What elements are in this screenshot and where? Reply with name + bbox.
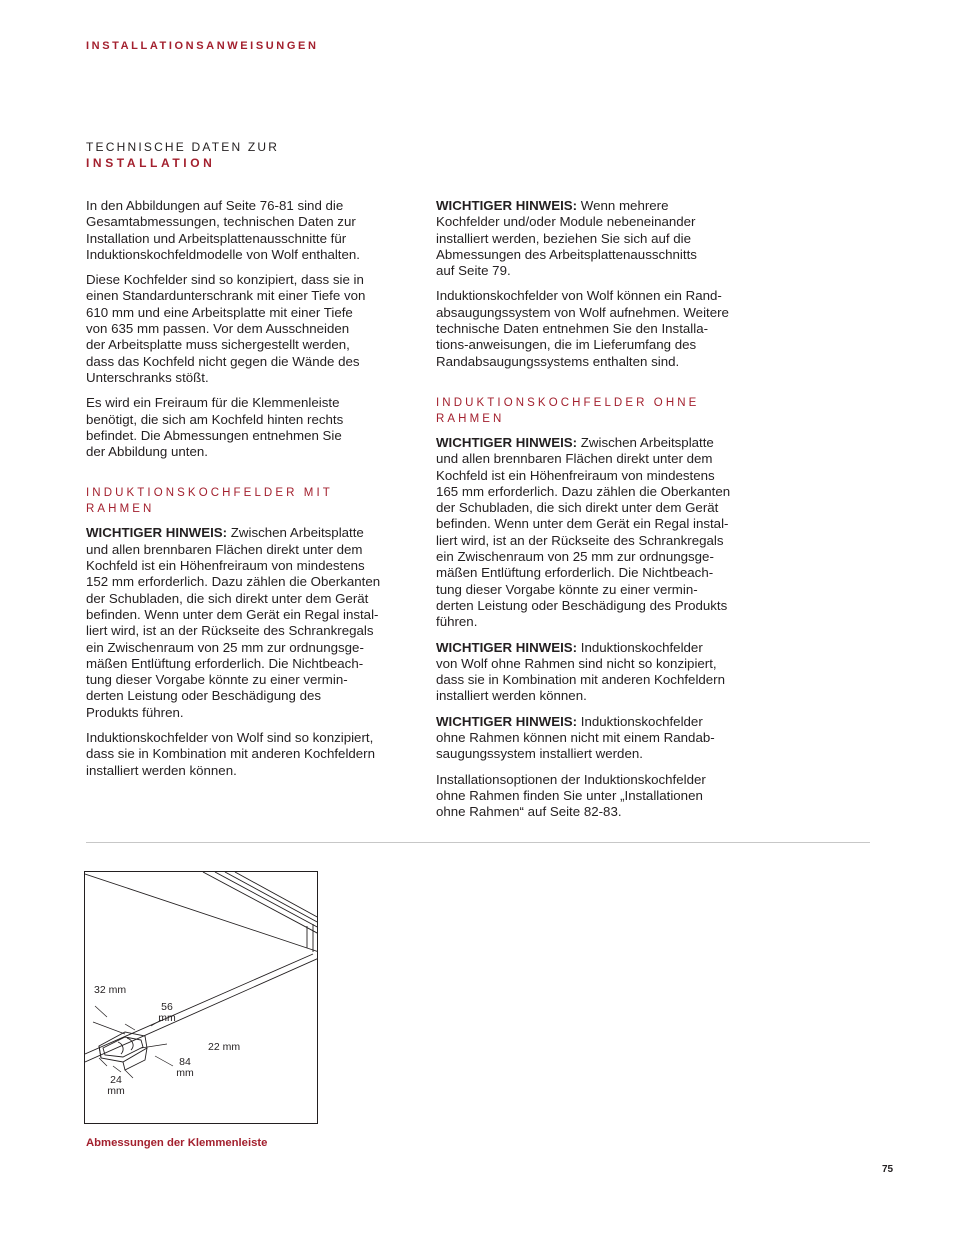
dimension-unit: mm <box>176 1067 194 1079</box>
note-label: WICHTIGER HINWEIS: <box>436 198 578 213</box>
text-line: liert wird, ist an der Rückseite des Schrankregals <box>436 532 724 548</box>
text-line: dass sie in Kombination mit anderen Kochfeldern <box>436 672 726 688</box>
subheading-line: RAHMEN <box>86 503 155 516</box>
section-title <box>86 139 279 171</box>
left-paragraph-4 <box>86 525 406 721</box>
text-line: Kochfeld ist ein Höhenfreiraum von mindestens <box>436 467 715 483</box>
left-paragraph-5 <box>86 730 406 779</box>
text-line: der Abbildung unten. <box>86 444 208 460</box>
text-line: Diese Kochfelder sind so konzipiert, dass sie in <box>86 272 364 288</box>
text-line: befindet. Die Abmessungen entnehmen Sie <box>86 427 342 443</box>
subheading-ohne-rahmen <box>436 395 758 427</box>
right-paragraph-4 <box>436 640 758 705</box>
right-column <box>436 198 758 830</box>
left-column <box>86 198 406 788</box>
text-line: installiert werden, beziehen Sie sich auf die <box>436 230 692 246</box>
text-line: Induktionskochfelder von Wolf können ein Rand- <box>436 288 722 304</box>
text-line: Unterschranks stößt. <box>86 369 209 385</box>
text-line: Gesamtabmessungen, technischen Daten zur <box>86 214 356 230</box>
note-label: WICHTIGER HINWEIS: <box>436 639 578 655</box>
note-label: WICHTIGER HINWEIS: <box>436 434 578 450</box>
subheading-mit-rahmen <box>86 485 406 517</box>
text-line: Randabsaugungssystems enthalten sind. <box>436 353 680 369</box>
right-paragraph-5 <box>436 714 758 763</box>
right-paragraph-2 <box>436 288 758 369</box>
section-title-line1: TECHNISCHE DATEN ZUR <box>86 140 280 154</box>
text-line: Installationsoptionen der Induktionskochfelder <box>436 771 706 787</box>
dimension-label-56mm <box>155 1002 179 1024</box>
text-line: befinden. Wenn unter dem Gerät ein Regal instal- <box>86 606 379 622</box>
text-line <box>436 435 758 451</box>
text-line: ein Zwischenraum von 25 mm zur ordnungsge- <box>86 639 364 655</box>
text-line: auf Seite 79. <box>436 263 511 279</box>
text-fragment: Zwischen Arbeitsplatte <box>227 525 364 541</box>
text-line: tung dieser Vorgabe könnte zu einer vermin- <box>436 581 698 597</box>
text-line <box>436 640 758 656</box>
text-line: Kochfeld ist ein Höhenfreiraum von mindestens <box>86 558 365 574</box>
text-line: der Schubladen, die sich direkt unter dem Gerät <box>436 500 719 516</box>
dimension-value: 84 <box>179 1056 191 1068</box>
text-line: ohne Rahmen können nicht mit einem Randab- <box>436 730 715 746</box>
text-line: saugungssystem installiert werden. <box>436 746 643 762</box>
text-line: 152 mm erforderlich. Dazu zählen die Oberkanten <box>86 574 381 590</box>
subheading-line: INDUKTIONSKOCHFELDER MIT <box>86 487 333 500</box>
text-line: derten Leistung oder Beschädigung des Produkts <box>436 597 728 613</box>
dimension-unit: mm <box>107 1085 125 1097</box>
text-line: ein Zwischenraum von 25 mm zur ordnungsge- <box>436 549 714 565</box>
text-line: ohne Rahmen finden Sie unter „Installationen <box>436 787 703 803</box>
text-line: führen. <box>436 614 478 630</box>
text-line: befinden. Wenn unter dem Gerät ein Regal instal- <box>436 516 729 532</box>
left-paragraph-3 <box>86 395 406 460</box>
text-line: ohne Rahmen“ auf Seite 82-83. <box>436 804 622 820</box>
text-line: Induktionskochfeldmodelle von Wolf enthalten. <box>86 246 360 262</box>
terminal-block-figure <box>84 871 318 1124</box>
text-line: 165 mm erforderlich. Dazu zählen die Oberkanten <box>436 483 731 499</box>
text-line: technische Daten entnehmen Sie den Installa- <box>436 321 709 337</box>
text-fragment: Wenn mehrere <box>577 198 669 213</box>
cooktop-outline <box>85 872 318 1070</box>
text-line: benötigt, die sich am Kochfeld hinten rechts <box>86 411 344 427</box>
section-title-line2: INSTALLATION <box>86 156 216 170</box>
text-line: tions-anweisungen, die im Lieferumfang des <box>436 337 697 353</box>
text-line: von Wolf ohne Rahmen sind nicht so konzipiert, <box>436 655 717 671</box>
note-label: WICHTIGER HINWEIS: <box>436 713 578 729</box>
subheading-line: INDUKTIONSKOCHFELDER OHNE <box>436 396 700 409</box>
text-line: einen Standardunterschrank mit einer Tiefe von <box>86 288 366 304</box>
page-number: 75 <box>882 1164 894 1175</box>
text-line <box>436 714 758 730</box>
text-line: Installation und Arbeitsplattenausschnitte für <box>86 230 347 246</box>
text-line: Produkts führen. <box>86 704 184 720</box>
text-line: der Arbeitsplatte muss sichergestellt werden, <box>86 337 350 353</box>
running-header: INSTALLATIONSANWEISUNGEN <box>86 40 319 52</box>
text-line: von 635 mm passen. Vor dem Ausschneiden <box>86 321 350 337</box>
dimension-label-24mm <box>104 1075 128 1097</box>
text-line: der Schubladen, die sich direkt unter dem Gerät <box>86 590 369 606</box>
subheading-line: RAHMEN <box>436 412 505 425</box>
horizontal-divider <box>86 842 870 843</box>
text-line: und allen brennbaren Flächen direkt unter dem <box>86 541 363 557</box>
dimension-label-84mm <box>173 1057 197 1079</box>
left-paragraph-2 <box>86 272 406 386</box>
text-line: Es wird ein Freiraum für die Klemmenleiste <box>86 395 340 411</box>
text-line: und allen brennbaren Flächen direkt unter dem <box>436 451 713 467</box>
text-line <box>86 525 406 541</box>
dimension-label-32mm: 32 mm <box>94 984 127 996</box>
right-paragraph-1 <box>436 198 758 279</box>
dimension-unit: mm <box>158 1012 176 1024</box>
text-line <box>436 198 758 214</box>
text-line: Kochfelder und/oder Module nebeneinander <box>436 214 696 230</box>
right-paragraph-3 <box>436 435 758 631</box>
dimension-value: 56 <box>161 1001 173 1013</box>
text-fragment: Zwischen Arbeitsplatte <box>577 434 714 450</box>
text-line: 610 mm und eine Arbeitsplatte mit einer Tiefe <box>86 304 353 320</box>
text-line: tung dieser Vorgabe könnte zu einer vermin- <box>86 672 348 688</box>
figure-caption: Abmessungen der Klemmenleiste <box>86 1137 268 1149</box>
text-line: Abmessungen des Arbeitsplattenausschnitts <box>436 246 697 262</box>
text-line: mäßen Entlüftung erforderlich. Die Nichtbeach- <box>86 655 364 671</box>
text-line: installiert werden können. <box>436 688 587 704</box>
text-fragment: Induktionskochfelder <box>577 639 703 655</box>
text-line: installiert werden können. <box>86 762 237 778</box>
dimension-label-22mm: 22 mm <box>208 1041 241 1053</box>
text-line: dass das Kochfeld nicht gegen die Wände des <box>86 353 360 369</box>
right-paragraph-6 <box>436 772 758 821</box>
text-line: liert wird, ist an der Rückseite des Schrankregals <box>86 623 374 639</box>
note-label: WICHTIGER HINWEIS: <box>86 525 228 541</box>
text-line: In den Abbildungen auf Seite 76-81 sind die <box>86 198 344 213</box>
dimension-value: 24 <box>110 1074 122 1086</box>
text-line: dass sie in Kombination mit anderen Kochfeldern <box>86 746 376 762</box>
left-paragraph-1 <box>86 198 406 263</box>
text-line: Induktionskochfelder von Wolf sind so konzipiert, <box>86 730 374 746</box>
text-fragment: Induktionskochfelder <box>577 713 703 729</box>
text-line: derten Leistung oder Beschädigung des <box>86 688 322 704</box>
text-line: absaugungssystem von Wolf aufnehmen. Weitere <box>436 304 729 320</box>
text-line: mäßen Entlüftung erforderlich. Die Nichtbeach- <box>436 565 714 581</box>
